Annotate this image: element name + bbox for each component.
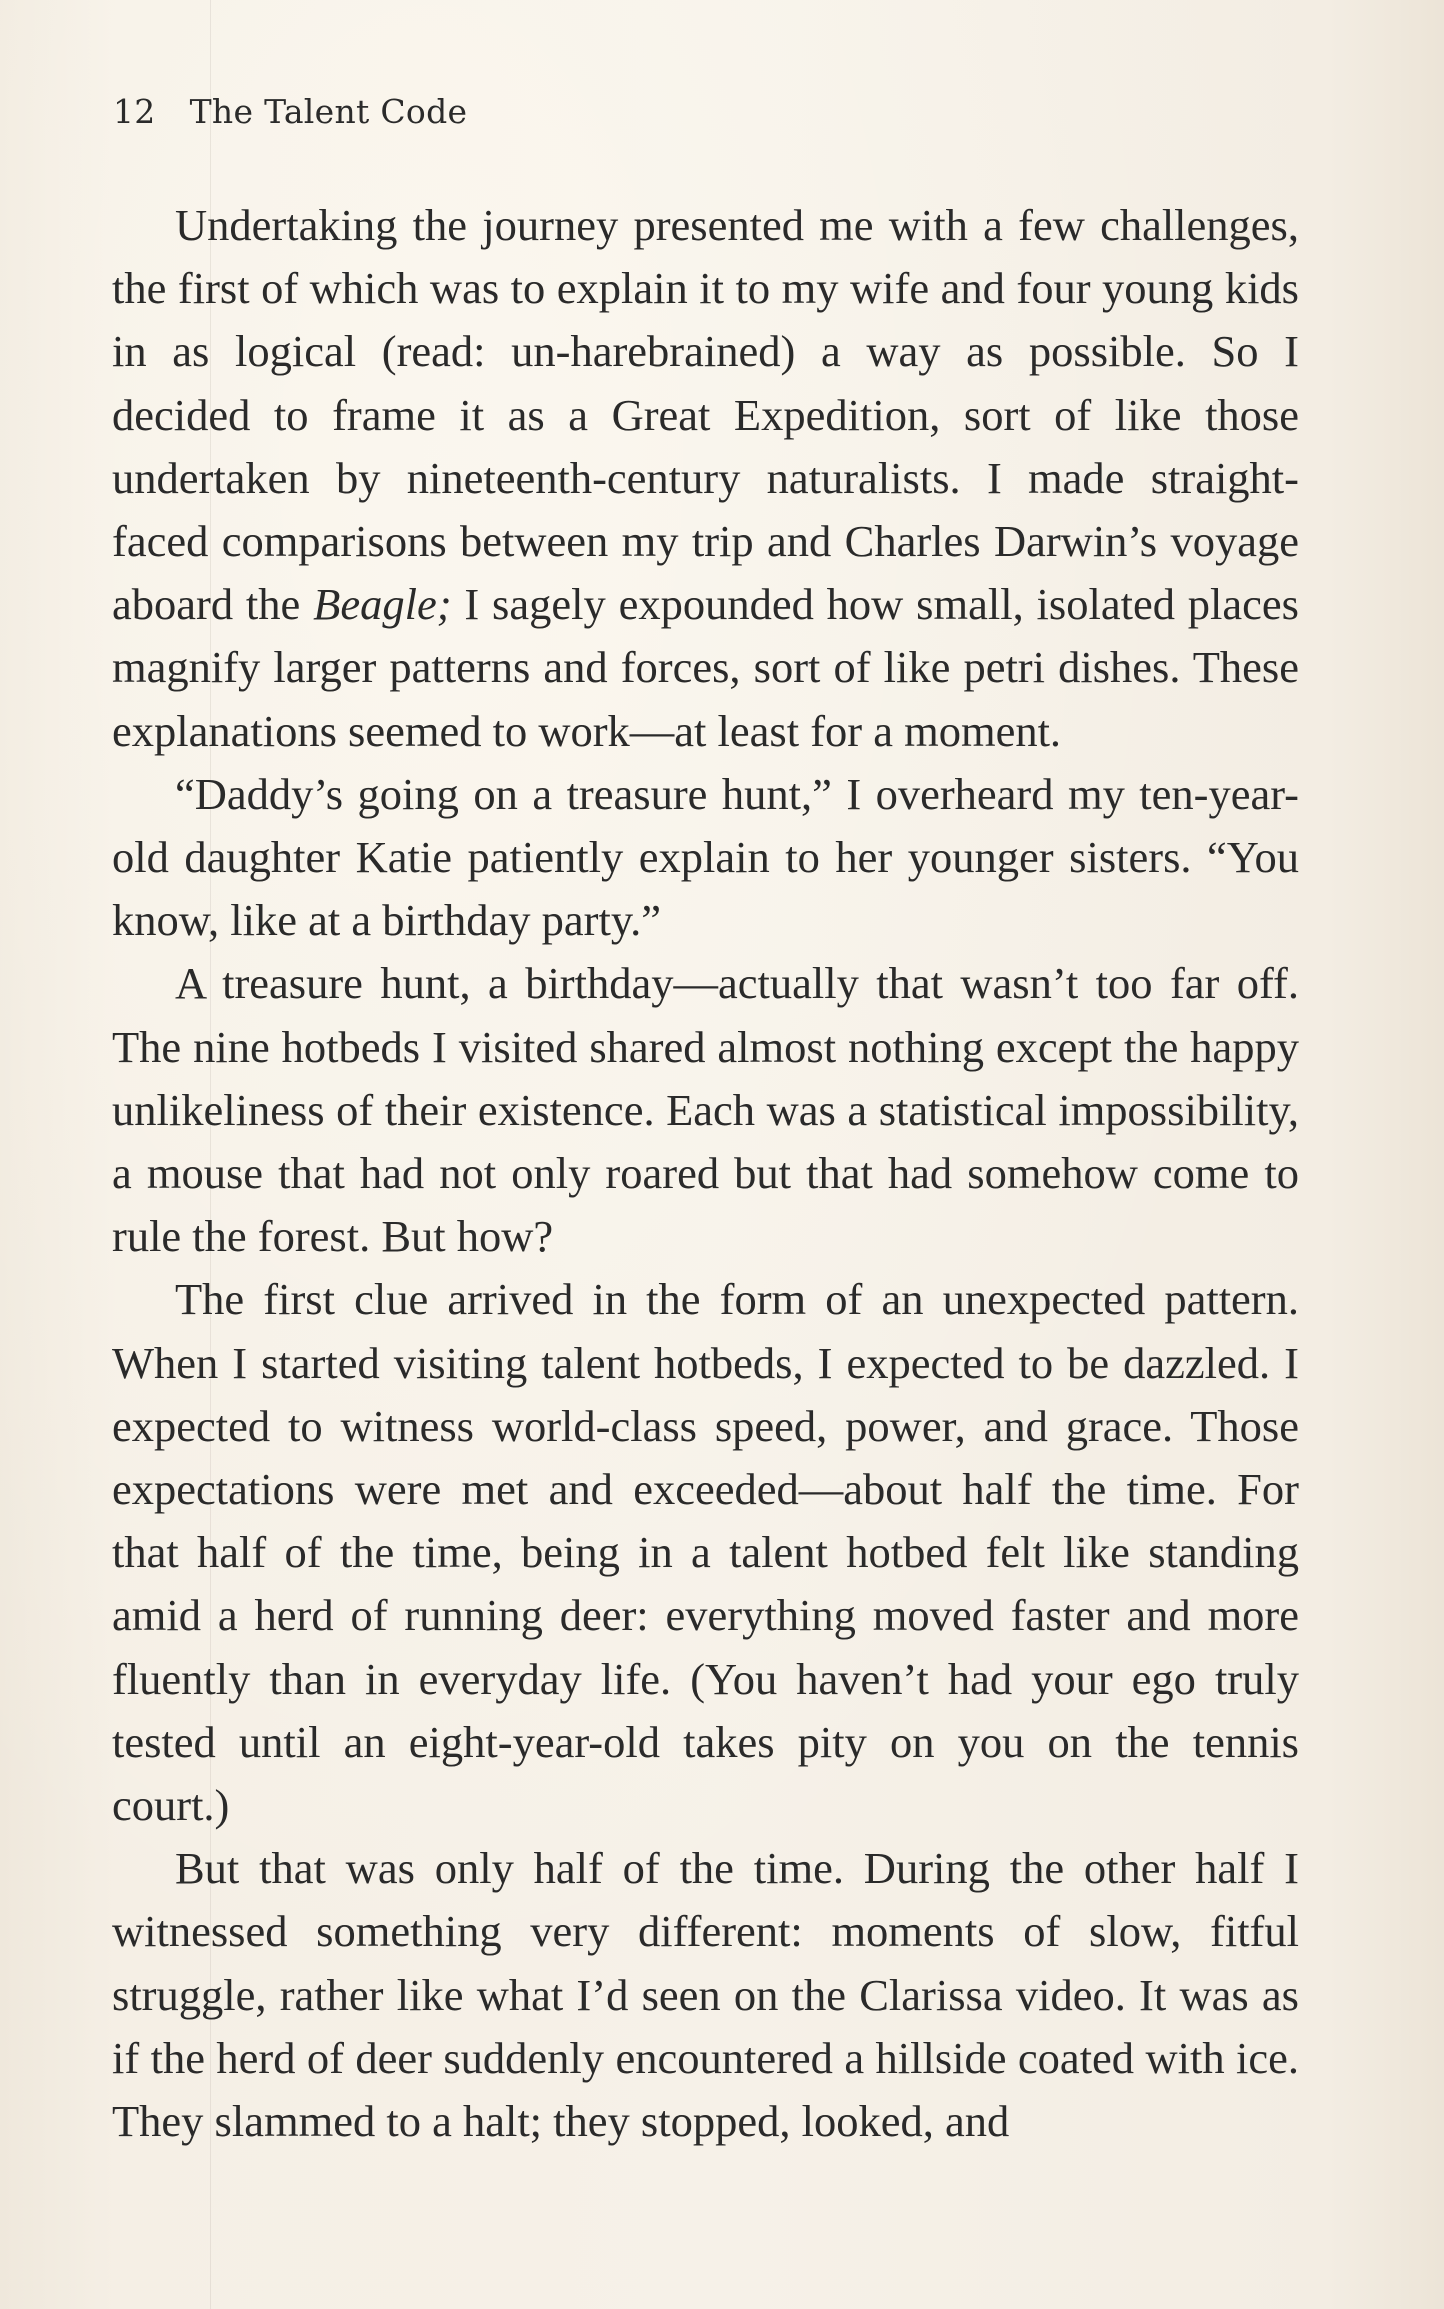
paragraph-1 xyxy=(112,194,1299,763)
paragraph-1-text-a: Undertaking the journey presented me with a few challenges, the first of which was to explain it to my wife and four young kids in as logical (read: un-harebrained) a way as possible. So I decided to frame it as a Great Expedition, sort of like those undertaken by nineteenth-century naturalists. I made straight-faced comparisons between my trip and Charles Darwin’s voyage aboard the xyxy=(112,200,1299,630)
paragraph-2: “Daddy’s going on a treasure hunt,” I overheard my ten-year-old daughter Katie patiently explain to her younger sisters. “You know, like at a birthday party.” xyxy=(112,768,1299,946)
running-head xyxy=(113,92,467,131)
book-title: The Talent Code xyxy=(189,92,468,131)
paragraph-4: The first clue arrived in the form of an unexpected pattern. When I started visiting talent hotbeds, I expected to be dazzled. I expected to witness world-class speed, power, and grace. Those expectations were met and exceeded—about half the time. For that half of the time, being in a talent hotbed felt like standing amid a herd of running deer: everything moved faster and more fluently than in everyday life. (You haven’t had your ego truly tested until an eight-year-old takes pity on you on the tennis court.) xyxy=(112,1274,1299,1831)
book-title-beagle: Beagle; xyxy=(313,579,452,630)
paragraph-3: A treasure hunt, a birthday—actually that wasn’t too far off. The nine hotbeds I visited shared almost nothing except the happy unlikeliness of their existence. Each was a statistical impossibility, a mouse that had not only roared but that had somehow come to rule the forest. But how? xyxy=(112,958,1299,1262)
paragraph-1-text-b: I sagely expounded how small, isolated places magnify larger patterns and forces, sort of like petri dishes. These explanations seemed to work—at least for a moment. xyxy=(112,579,1299,756)
page-number: 12 xyxy=(113,92,156,131)
paragraph-5: But that was only half of the time. During the other half I witnessed something very different: moments of slow, fitful struggle, rather like what I’d seen on the Clarissa video. It was as if the herd of deer suddenly encountered a hillside coated with ice. They slammed to a halt; they stopped, looked, and xyxy=(112,1843,1299,2147)
body-text xyxy=(112,194,1299,2153)
